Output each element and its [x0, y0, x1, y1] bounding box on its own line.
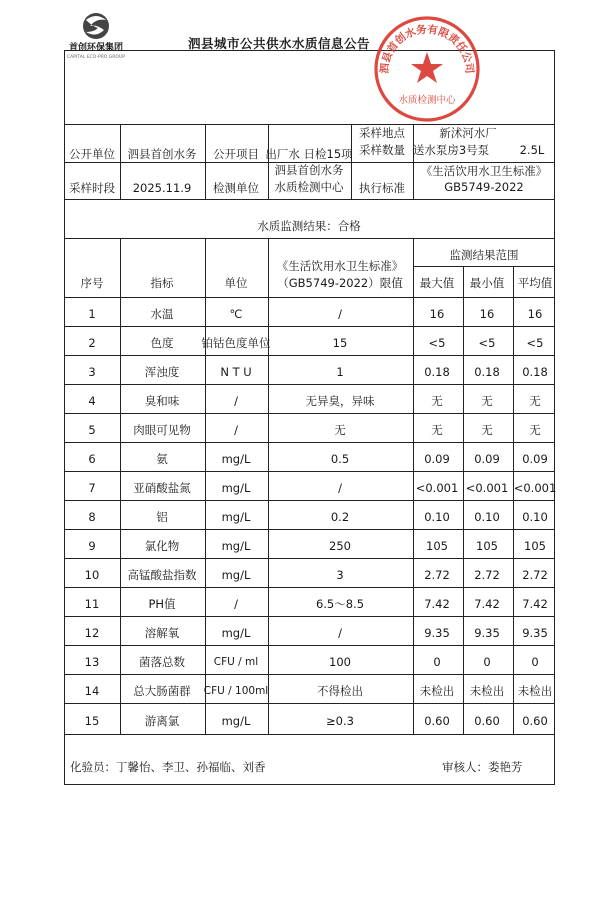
row-indicator: 色度 [150, 336, 174, 350]
disclose-item-label: 公开项目 [213, 147, 259, 161]
row-avg: <5 [526, 336, 544, 350]
row-indicator: PH值 [148, 597, 176, 611]
sampling-time-value: 2025.11.9 [132, 181, 192, 195]
row-min: 16 [479, 307, 495, 321]
row-limit: 0.5 [330, 452, 350, 466]
row-limit: ≥0.3 [326, 714, 354, 728]
row-indicator: 浑浊度 [144, 365, 180, 379]
col-header-min: 最小值 [469, 276, 505, 290]
reviewer-text: 审核人：娄艳芳 [442, 760, 523, 774]
row-max: 无 [431, 394, 443, 408]
table-rule [65, 616, 554, 617]
row-max: 0.10 [424, 510, 450, 524]
row-avg: 7.42 [522, 597, 548, 611]
sampling-place-value: 新沭河水厂 [439, 126, 497, 140]
row-max: 16 [429, 307, 445, 321]
row-unit: CFU / ml [213, 656, 259, 668]
testers-text: 化验员：丁馨怡、李卫、孙福临、刘香 [70, 760, 266, 774]
table-rule [351, 124, 352, 199]
row-unit: mg/L [221, 539, 251, 553]
col-header-range: 监测结果范围 [449, 248, 519, 262]
row-max: 105 [426, 539, 448, 553]
table-rule [65, 587, 554, 588]
row-avg: 未检出 [517, 684, 553, 698]
row-unit: / [234, 423, 238, 437]
row-unit: ℃ [229, 307, 243, 321]
table-rule [65, 734, 554, 735]
table-rule [65, 471, 554, 472]
row-unit: mg/L [221, 481, 251, 495]
row-no: 1 [88, 307, 96, 321]
col-header-limit-line2: （GB5749-2022）限值 [277, 276, 403, 290]
row-limit: 1 [336, 365, 344, 379]
row-limit: 6.5～8.5 [315, 597, 365, 611]
row-max: 9.35 [424, 626, 450, 640]
sampling-place-label: 采样地点 [359, 126, 405, 140]
col-header-unit: 单位 [224, 276, 248, 290]
table-rule [65, 238, 554, 239]
row-avg: 0.09 [522, 452, 548, 466]
row-limit: 15 [332, 336, 348, 350]
col-header-limit-line1: 《生活饮用水卫生标准》 [276, 259, 404, 273]
row-max: <5 [428, 336, 446, 350]
row-no: 10 [84, 568, 100, 582]
row-limit: 250 [329, 539, 351, 553]
row-limit: 无异臭，异味 [305, 394, 375, 408]
table-rule [65, 674, 554, 675]
row-min: 0.18 [474, 365, 500, 379]
table-rule [65, 326, 554, 327]
row-avg: 0 [531, 655, 539, 669]
row-max: 0.18 [424, 365, 450, 379]
svg-text:水质检测中心: 水质检测中心 [398, 95, 456, 106]
row-unit: CFU / 100ml [203, 685, 269, 697]
row-avg: 9.35 [522, 626, 548, 640]
official-seal [372, 14, 482, 124]
table-rule [65, 442, 554, 443]
col-header-avg: 平均值 [517, 276, 553, 290]
row-indicator: 高锰酸盐指数 [127, 568, 197, 582]
row-max: <0.001 [415, 481, 459, 495]
row-min: 无 [481, 423, 493, 437]
row-no: 15 [84, 714, 100, 728]
table-rule [120, 238, 121, 734]
row-max: 0.09 [424, 452, 450, 466]
row-limit: 不得检出 [317, 684, 363, 698]
table-rule [65, 124, 554, 125]
row-no: 12 [84, 626, 100, 640]
table-rule [120, 124, 121, 199]
disclose-item-value: 出厂水 日检15项 [265, 147, 353, 161]
result-summary: 水质监测结果：合格 [257, 219, 361, 233]
row-indicator: 铝 [156, 510, 168, 524]
row-min: 无 [481, 394, 493, 408]
table-rule [463, 266, 464, 734]
table-rule [65, 384, 554, 385]
row-min: <0.001 [465, 481, 509, 495]
table-rule [268, 124, 269, 199]
row-unit: / [234, 394, 238, 408]
row-no: 8 [88, 510, 96, 524]
table-rule [205, 238, 206, 734]
row-min: 0.60 [474, 714, 500, 728]
table-rule [65, 645, 554, 646]
table-rule [513, 266, 514, 734]
row-min: 7.42 [474, 597, 500, 611]
standard-label: 执行标准 [359, 181, 405, 195]
table-rule [413, 238, 414, 734]
row-max: 未检出 [419, 684, 455, 698]
row-min: 0 [483, 655, 491, 669]
table-rule [65, 199, 554, 200]
row-indicator: 水温 [150, 307, 174, 321]
row-min: 2.72 [474, 568, 500, 582]
row-min: 未检出 [469, 684, 505, 698]
row-avg: 无 [529, 423, 541, 437]
row-indicator: 亚硝酸盐氮 [133, 481, 191, 495]
sampling-qty-label: 采样数量 [359, 143, 405, 157]
row-avg: 0.18 [522, 365, 548, 379]
row-limit: 0.2 [330, 510, 350, 524]
table-rule [65, 529, 554, 530]
test-unit-label: 检测单位 [213, 181, 259, 195]
row-avg: 0.10 [522, 510, 548, 524]
row-min: 105 [476, 539, 498, 553]
row-avg: 105 [524, 539, 546, 553]
row-indicator: 菌落总数 [139, 655, 185, 669]
row-limit: / [338, 626, 342, 640]
row-avg: 无 [529, 394, 541, 408]
page-title: 泗县城市公共供水水质信息公告 [188, 36, 371, 51]
table-rule [65, 297, 554, 298]
table-rule [65, 355, 554, 356]
logo-company-cn: 首创环保集团 [68, 43, 124, 53]
row-min: 0.10 [474, 510, 500, 524]
row-indicator: 氨 [156, 452, 168, 466]
row-max: 0 [433, 655, 441, 669]
table-rule [65, 500, 554, 501]
row-avg: <0.001 [513, 481, 557, 495]
table-rule [413, 266, 554, 267]
row-unit: mg/L [221, 510, 251, 524]
row-indicator: 总大肠菌群 [133, 684, 191, 698]
row-no: 13 [84, 655, 100, 669]
row-unit: mg/L [221, 568, 251, 582]
row-no: 7 [88, 481, 96, 495]
row-limit: 100 [329, 655, 351, 669]
row-indicator: 肉眼可见物 [133, 423, 191, 437]
standard-value-line1: 《生活饮用水卫生标准》 [420, 164, 548, 178]
row-unit: mg/L [221, 452, 251, 466]
sampling-sub-value: 送水泵房3号泵 [412, 143, 490, 157]
col-header-no: 序号 [80, 276, 104, 290]
seal-stamp-icon [372, 14, 482, 124]
row-unit: mg/L [221, 714, 251, 728]
standard-value-line2: GB5749-2022 [444, 180, 524, 194]
row-unit: 铂钴色度单位 [201, 336, 271, 350]
row-indicator: 臭和味 [144, 394, 180, 408]
row-unit: mg/L [221, 626, 251, 640]
disclose-unit-label: 公开单位 [69, 147, 115, 161]
row-indicator: 氯化物 [144, 539, 180, 553]
row-no: 9 [88, 539, 96, 553]
row-min: 0.09 [474, 452, 500, 466]
table-rule [65, 558, 554, 559]
row-no: 4 [88, 394, 96, 408]
col-header-max: 最大值 [419, 276, 455, 290]
col-header-indicator: 指标 [150, 276, 174, 290]
row-no: 6 [88, 452, 96, 466]
table-rule [268, 238, 269, 734]
row-no: 14 [84, 684, 100, 698]
row-unit: N T U [220, 365, 252, 379]
row-min: 9.35 [474, 626, 500, 640]
row-avg: 16 [527, 307, 543, 321]
row-no: 2 [88, 336, 96, 350]
row-min: <5 [478, 336, 496, 350]
row-max: 0.60 [424, 714, 450, 728]
sampling-time-label: 采样时段 [69, 181, 115, 195]
row-avg: 0.60 [522, 714, 548, 728]
logo-company-en: CAPITAL ECO-PRO GROUP [67, 55, 125, 60]
row-unit: / [234, 597, 238, 611]
row-no: 11 [84, 597, 100, 611]
sampling-qty-value: 2.5L [519, 143, 545, 157]
row-max: 2.72 [424, 568, 450, 582]
test-unit-value-line2: 水质检测中心 [274, 180, 344, 194]
row-limit: 无 [334, 423, 346, 437]
row-indicator: 游离氯 [144, 714, 180, 728]
row-avg: 2.72 [522, 568, 548, 582]
row-no: 3 [88, 365, 96, 379]
disclose-unit-value: 泗县首创水务 [127, 147, 197, 161]
row-max: 无 [431, 423, 443, 437]
row-indicator: 溶解氧 [144, 626, 180, 640]
svg-text:泗县首创水务有限责任公司: 泗县首创水务有限责任公司 [378, 23, 476, 75]
test-unit-value-line1: 泗县首创水务 [274, 163, 344, 177]
row-max: 7.42 [424, 597, 450, 611]
row-limit: / [338, 307, 342, 321]
table-rule [65, 413, 554, 414]
table-rule [65, 703, 554, 704]
table-rule [205, 124, 206, 199]
row-limit: 3 [336, 568, 344, 582]
table-rule [413, 124, 414, 199]
row-limit: / [338, 481, 342, 495]
row-no: 5 [88, 423, 96, 437]
